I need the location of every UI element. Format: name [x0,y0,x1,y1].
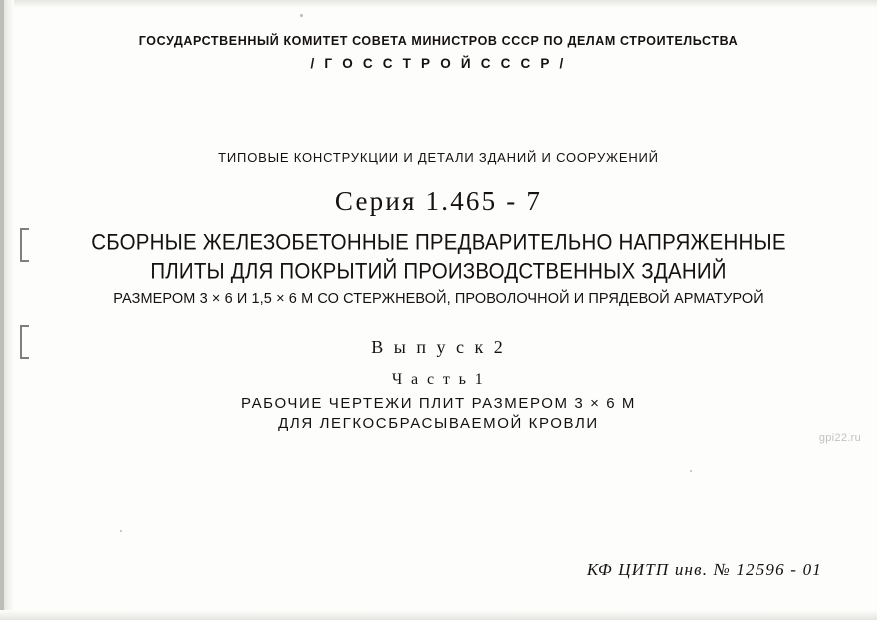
description-line-1: РАБОЧИЕ ЧЕРТЕЖИ ПЛИТ РАЗМЕРОМ 3 × 6 М [240,395,637,412]
issue-number: В ы п у с к 2 [371,337,506,357]
document-subtitle: ТИПОВЫЕ КОНСТРУКЦИИ И ДЕТАЛИ ЗДАНИЙ И СООРУЖЕНИЙ [218,149,659,166]
page-bottom-edge-shadow [0,610,877,620]
watermark-text: gpi22.ru [818,432,861,444]
page-left-binding-strip [0,0,4,620]
scan-speck [690,470,692,472]
series-number: Серия 1.465 - 7 [334,186,543,216]
page-top-edge-shadow [0,0,877,8]
authority-line-2: / Г О С С Т Р О Й С С С Р / [310,56,567,71]
document-title-line-3: РАЗМЕРОМ 3 × 6 И 1,5 × 6 М СО СТЕРЖНЕВОЙ, ПРОВОЛОЧНОЙ И ПРЯДЕВОЙ АРМАТУРОЙ [113,290,764,308]
description-line-2: ДЛЯ ЛЕГКОСБРАСЫВАЕМОЙ КРОВЛИ [278,415,599,432]
document-title-line-2: ПЛИТЫ ДЛЯ ПОКРЫТИЙ ПРОИЗВОДСТВЕННЫХ ЗДАНИЙ [150,259,727,284]
document-title-line-1: СБОРНЫЕ ЖЕЛЕЗОБЕТОННЫЕ ПРЕДВАРИТЕЛЬНО НАПРЯЖЕННЫЕ [91,230,786,255]
part-number: Ч а с т ь 1 [391,371,486,388]
scan-speck [300,14,303,17]
inventory-number: КФ ЦИТП инв. № 12596 - 01 [586,560,822,579]
scan-speck [120,530,122,532]
authority-line-1: ГОСУДАРСТВЕННЫЙ КОМИТЕТ СОВЕТА МИНИСТРОВ СССР ПО ДЕЛАМ СТРОИТЕЛЬСТВА [138,33,739,49]
